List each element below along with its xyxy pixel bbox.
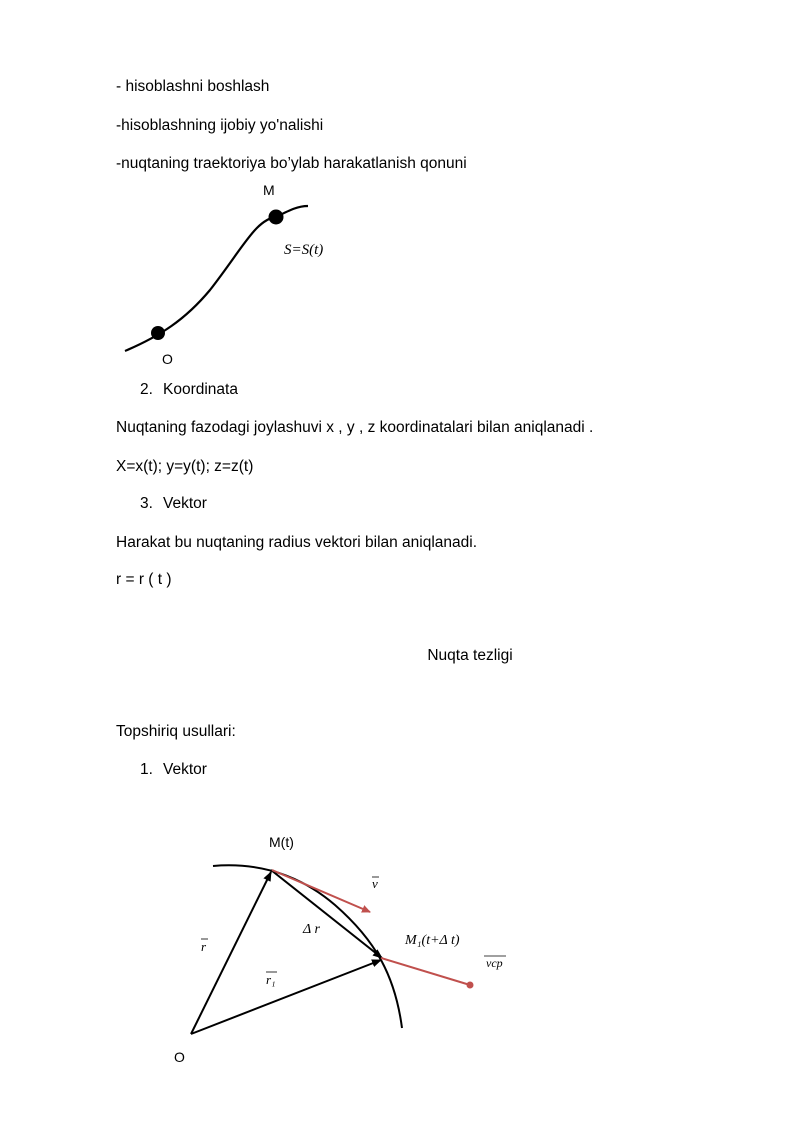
methods-label: Topshiriq usullari: [116, 723, 236, 740]
radius-vector-r1 [191, 960, 381, 1034]
text-line-direction: -hisoblashning ijobiy yo'nalishi [116, 117, 324, 134]
vector-equation: r = r ( t ) [116, 571, 172, 588]
label-mt: M(t) [269, 834, 294, 850]
list-item-vektor [140, 494, 207, 514]
label-vcp: vcp [486, 956, 503, 970]
coordinate-equations: X=x(t); y=y(t); z=z(t) [116, 458, 254, 475]
velocity-figure [0, 820, 800, 1080]
text-line-start: - hisoblashni boshlash [116, 78, 270, 95]
vcp-end-marker [467, 982, 474, 989]
law-formula: S=S(t) [284, 242, 324, 258]
list-item-vektor-method [140, 760, 207, 780]
point-m-label: M [263, 182, 275, 198]
label-r1: r₁ [266, 972, 276, 987]
label-m1: M₁(t+Δ t) [405, 933, 460, 948]
coordinate-text: Nuqtaning fazodagi joylashuvi x , y , z koordinatalari bilan aniqlanadi . [116, 419, 594, 436]
label-delta-r: Δ r [303, 922, 320, 937]
point-o-label: O [162, 351, 173, 367]
label-v: v [372, 876, 378, 891]
label-r: r [201, 939, 207, 954]
section-heading: Nuqta tezligi [427, 647, 513, 664]
list-title: Koordinata [163, 381, 238, 398]
list-number: 2. [140, 381, 153, 398]
velocity-v-vector [272, 870, 370, 912]
point-o-marker [151, 326, 165, 340]
list-item-koordinata [140, 380, 238, 400]
delta-r-vector [271, 870, 382, 958]
text-line-law: -nuqtaning traektoriya bo’ylab harakatlanish qonuni [116, 155, 467, 172]
list-title: Vektor [163, 761, 207, 778]
label-o: O [174, 1049, 185, 1065]
list-number: 3. [140, 495, 153, 512]
list-title: Vektor [163, 495, 207, 512]
vector-text: Harakat bu nuqtaning radius vektori bilan aniqlanadi. [116, 534, 478, 551]
velocity-vcp-vector [381, 958, 470, 985]
trajectory-figure [0, 175, 800, 375]
point-m-marker [269, 210, 284, 225]
list-number: 1. [140, 761, 153, 778]
